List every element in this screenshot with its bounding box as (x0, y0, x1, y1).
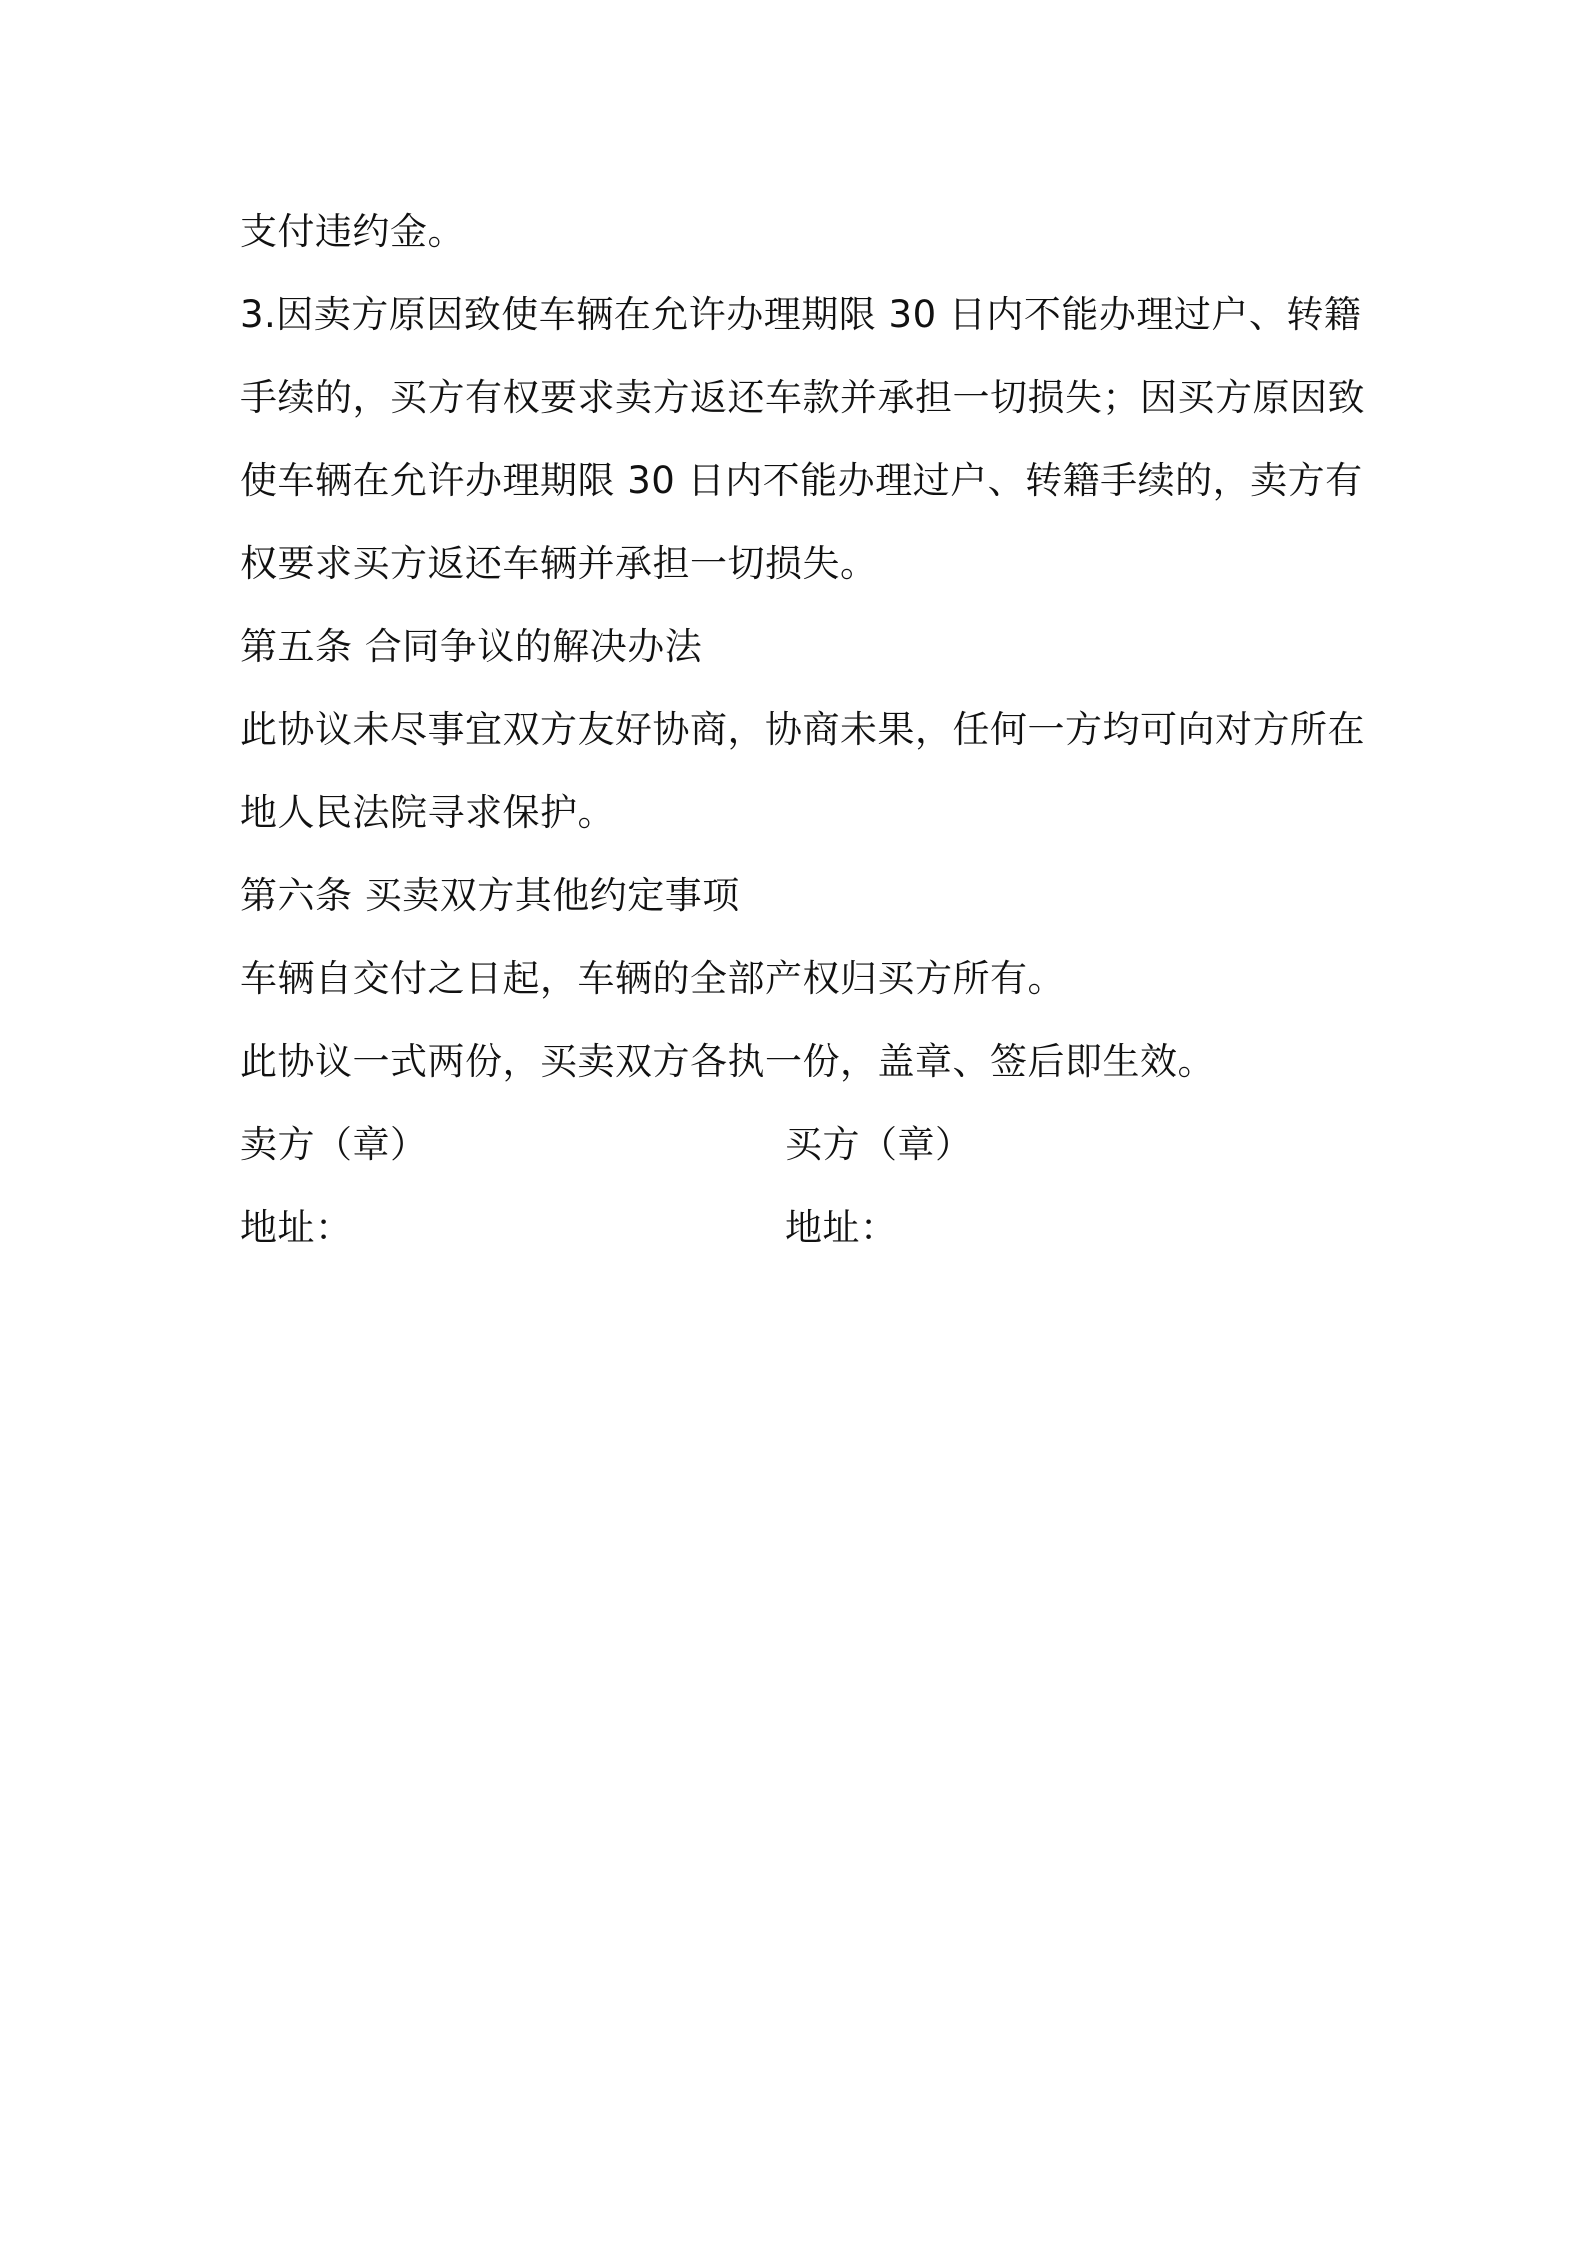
paragraph-line: 车辆自交付之日起，车辆的全部产权归买方所有。 (240, 957, 1065, 1000)
seller-seal-label: 卖方（章） (240, 1123, 428, 1166)
paragraph-line: 权要求买方返还车辆并承担一切损失。 (240, 542, 878, 585)
paragraph-line: 地人民法院寻求保护。 (240, 791, 615, 834)
paragraph-line: 支付违约金。 (240, 210, 465, 253)
buyer-seal-label: 买方（章） (785, 1123, 973, 1166)
paragraph-line: 此协议一式两份，买卖双方各执一份，盖章、签后即生效。 (240, 1040, 1215, 1083)
paragraph-line: 使车辆在允许办理期限 30 日内不能办理过户、转籍手续的，卖方有 (240, 459, 1363, 502)
article-6-heading: 第六条 买卖双方其他约定事项 (240, 874, 740, 917)
address-row (240, 1186, 1350, 1269)
paragraph-line: 此协议未尽事宜双方友好协商，协商未果，任何一方均可向对方所在 (240, 708, 1365, 751)
seller-address-label: 地址： (240, 1206, 353, 1249)
signature-row (240, 1103, 1350, 1186)
paragraph-line: 3.因卖方原因致使车辆在允许办理期限 30 日内不能办理过户、转籍 (240, 293, 1362, 336)
document-body (240, 190, 1365, 1269)
article-5-heading: 第五条 合同争议的解决办法 (240, 625, 703, 668)
paragraph-line: 手续的，买方有权要求卖方返还车款并承担一切损失；因买方原因致 (240, 376, 1365, 419)
buyer-address-label: 地址： (785, 1206, 898, 1249)
